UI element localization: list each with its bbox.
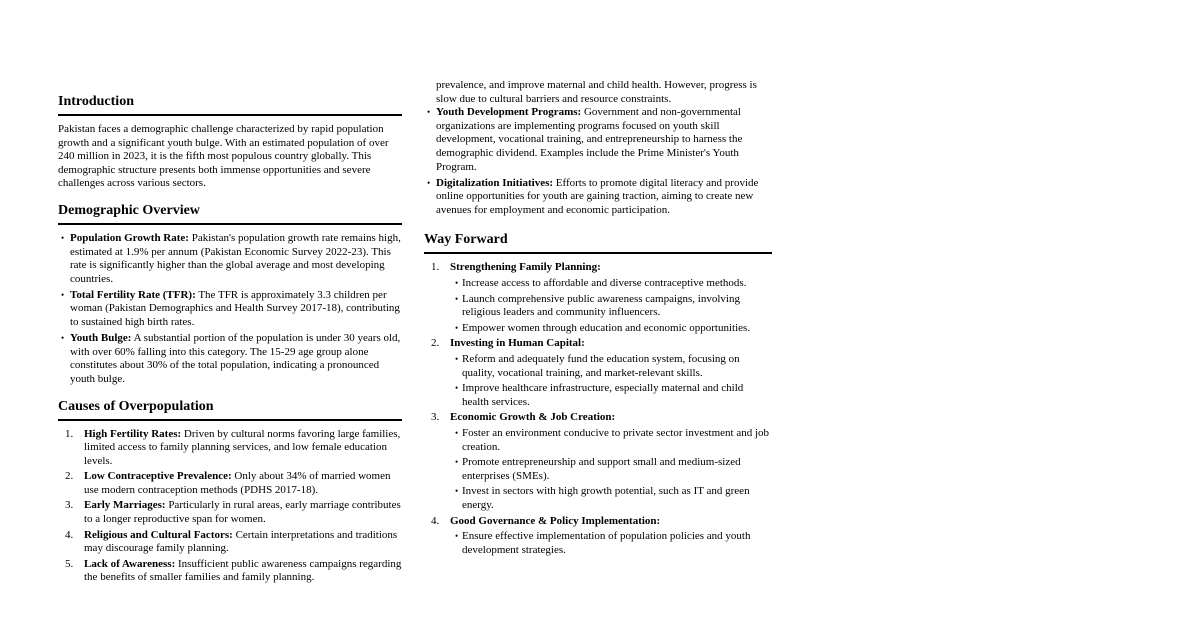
list-item bbox=[424, 177, 772, 218]
list-item-label: Economic Growth & Job Creation: bbox=[450, 411, 616, 424]
section-demographic-overview bbox=[58, 202, 402, 387]
item-number: 3. bbox=[431, 411, 440, 424]
item-number: 1. bbox=[431, 261, 440, 274]
numbered-item bbox=[58, 558, 402, 585]
item-number: 2. bbox=[431, 337, 440, 350]
section-causes-of-overpopulation bbox=[58, 398, 402, 586]
list-item-label: Total Fertility Rate (TFR): bbox=[70, 288, 196, 301]
item-number: 2. bbox=[65, 470, 74, 483]
list-item bbox=[58, 232, 402, 286]
numbered-item bbox=[58, 499, 402, 526]
way-forward-list bbox=[424, 261, 772, 557]
heading-causes-of-overpopulation: Causes of Overpopulation bbox=[58, 398, 402, 421]
list-item-label: High Fertility Rates: bbox=[84, 427, 182, 440]
item-number: 4. bbox=[65, 528, 74, 541]
list-item bbox=[58, 289, 402, 330]
heading-way-forward: Way Forward bbox=[424, 231, 772, 254]
item-number: 4. bbox=[431, 514, 440, 527]
numbered-item bbox=[424, 261, 772, 335]
numbered-item bbox=[424, 411, 772, 512]
item-number: 1. bbox=[65, 427, 74, 440]
numbered-item bbox=[58, 529, 402, 556]
list-item-text: Driven by cultural norms favoring large families, limited access to family planning services, and low female education levels. bbox=[84, 427, 401, 467]
list-item-text: Insufficient public awareness campaigns regarding the benefits of smaller families and family planning. bbox=[84, 557, 402, 584]
sub-list-item: • Foster an environment conducive to private sector investment and job creation. bbox=[424, 427, 772, 454]
list-item-text: The TFR is approximately 3.3 children per woman (Pakistan Demographics and Health Survey 2017-18), contributing to sustained high birth rates. bbox=[70, 288, 400, 329]
causes-list bbox=[58, 428, 402, 586]
section-way-forward bbox=[424, 231, 772, 557]
list-item-label: Population Growth Rate: bbox=[70, 231, 189, 244]
list-item-text: Efforts to promote digital literacy and provide online opportunities for youth are gaining traction, aiming to create new avenues for employment and economic participation. bbox=[436, 176, 759, 216]
numbered-item bbox=[58, 470, 402, 497]
list-item-text: Particularly in rural areas, early marriage contributes to a longer reproductive span for women. bbox=[84, 499, 401, 526]
initiatives-list bbox=[424, 106, 772, 217]
list-item-text: Pakistan's population growth rate remains high, estimated at 1.9% per annum (Pakistan Economic Survey 2022-23). This rate is significantly higher than the global average and most developing countries. bbox=[70, 231, 401, 285]
list-item-label: Good Governance & Policy Implementation: bbox=[450, 514, 661, 527]
numbered-item bbox=[424, 515, 772, 558]
list-item-label: Strengthening Family Planning: bbox=[450, 261, 601, 274]
sub-list-item: • Invest in sectors with high growth potential, such as IT and green energy. bbox=[424, 485, 772, 512]
numbered-item bbox=[424, 337, 772, 409]
sub-list-item: • Increase access to affordable and diverse contraceptive methods. bbox=[424, 277, 772, 291]
item-number: 5. bbox=[65, 557, 74, 570]
sub-list-item: • Improve healthcare infrastructure, especially maternal and child health services. bbox=[424, 382, 772, 409]
sub-list-item: • Ensure effective implementation of population policies and youth development strategies. bbox=[424, 530, 772, 557]
right-column bbox=[424, 79, 772, 557]
list-item-label: Religious and Cultural Factors: bbox=[84, 528, 233, 541]
sub-list-item: • Promote entrepreneurship and support small and medium-sized enterprises (SMEs). bbox=[424, 456, 772, 483]
demographic-overview-list bbox=[58, 232, 402, 387]
list-item-text: Government and non-governmental organizations are implementing programs focused on youth skill development, vocational training, and entrepreneurship to harness the demographic dividend. Examples include the Prime Minister's Youth Program. bbox=[436, 106, 743, 173]
left-column bbox=[58, 93, 402, 585]
continuation-paragraph: prevalence, and improve maternal and child health. However, progress is slow due to cultural barriers and resource constraints. bbox=[436, 79, 757, 105]
list-item-label: Early Marriages: bbox=[84, 499, 166, 512]
list-item-label: Youth Development Programs: bbox=[436, 106, 582, 119]
sub-list-item: • Reform and adequately fund the education system, focusing on quality, vocational training, and market-relevant skills. bbox=[424, 353, 772, 380]
list-item-label: Youth Bulge: bbox=[70, 332, 132, 345]
numbered-item bbox=[58, 428, 402, 469]
list-item bbox=[424, 106, 772, 174]
list-item-text: Only about 34% of married women use modern contraception methods (PDHS 2017-18). bbox=[84, 470, 391, 496]
heading-demographic-overview: Demographic Overview bbox=[58, 202, 402, 225]
list-item-label: Investing in Human Capital: bbox=[450, 337, 585, 350]
sub-list-item: • Empower women through education and economic opportunities. bbox=[424, 322, 772, 336]
list-item-label: Digitalization Initiatives: bbox=[436, 176, 554, 189]
list-item bbox=[58, 332, 402, 386]
list-item-label: Lack of Awareness: bbox=[84, 557, 176, 570]
list-item-label: Low Contraceptive Prevalence: bbox=[84, 470, 232, 483]
list-item-text: A substantial portion of the population is under 30 years old, with over 60% falling into this category. The 15-29 age group alone constitutes about 30% of the total population, indicating a pronounced youth bulge. bbox=[70, 332, 401, 385]
introduction-paragraph: Pakistan faces a demographic challenge characterized by rapid population growth and a significant youth bulge. With an estimated population of over 240 million in 2023, it is the fifth most populous country globally. This demographic structure presents both immense opportunities and severe challenges across various sectors. bbox=[58, 123, 389, 190]
item-number: 3. bbox=[65, 499, 74, 512]
section-introduction bbox=[58, 93, 402, 191]
sub-list-item: • Launch comprehensive public awareness campaigns, involving religious leaders and community influencers. bbox=[424, 293, 772, 320]
heading-introduction: Introduction bbox=[58, 93, 402, 116]
list-item-text: Certain interpretations and traditions may discourage family planning. bbox=[84, 528, 398, 555]
